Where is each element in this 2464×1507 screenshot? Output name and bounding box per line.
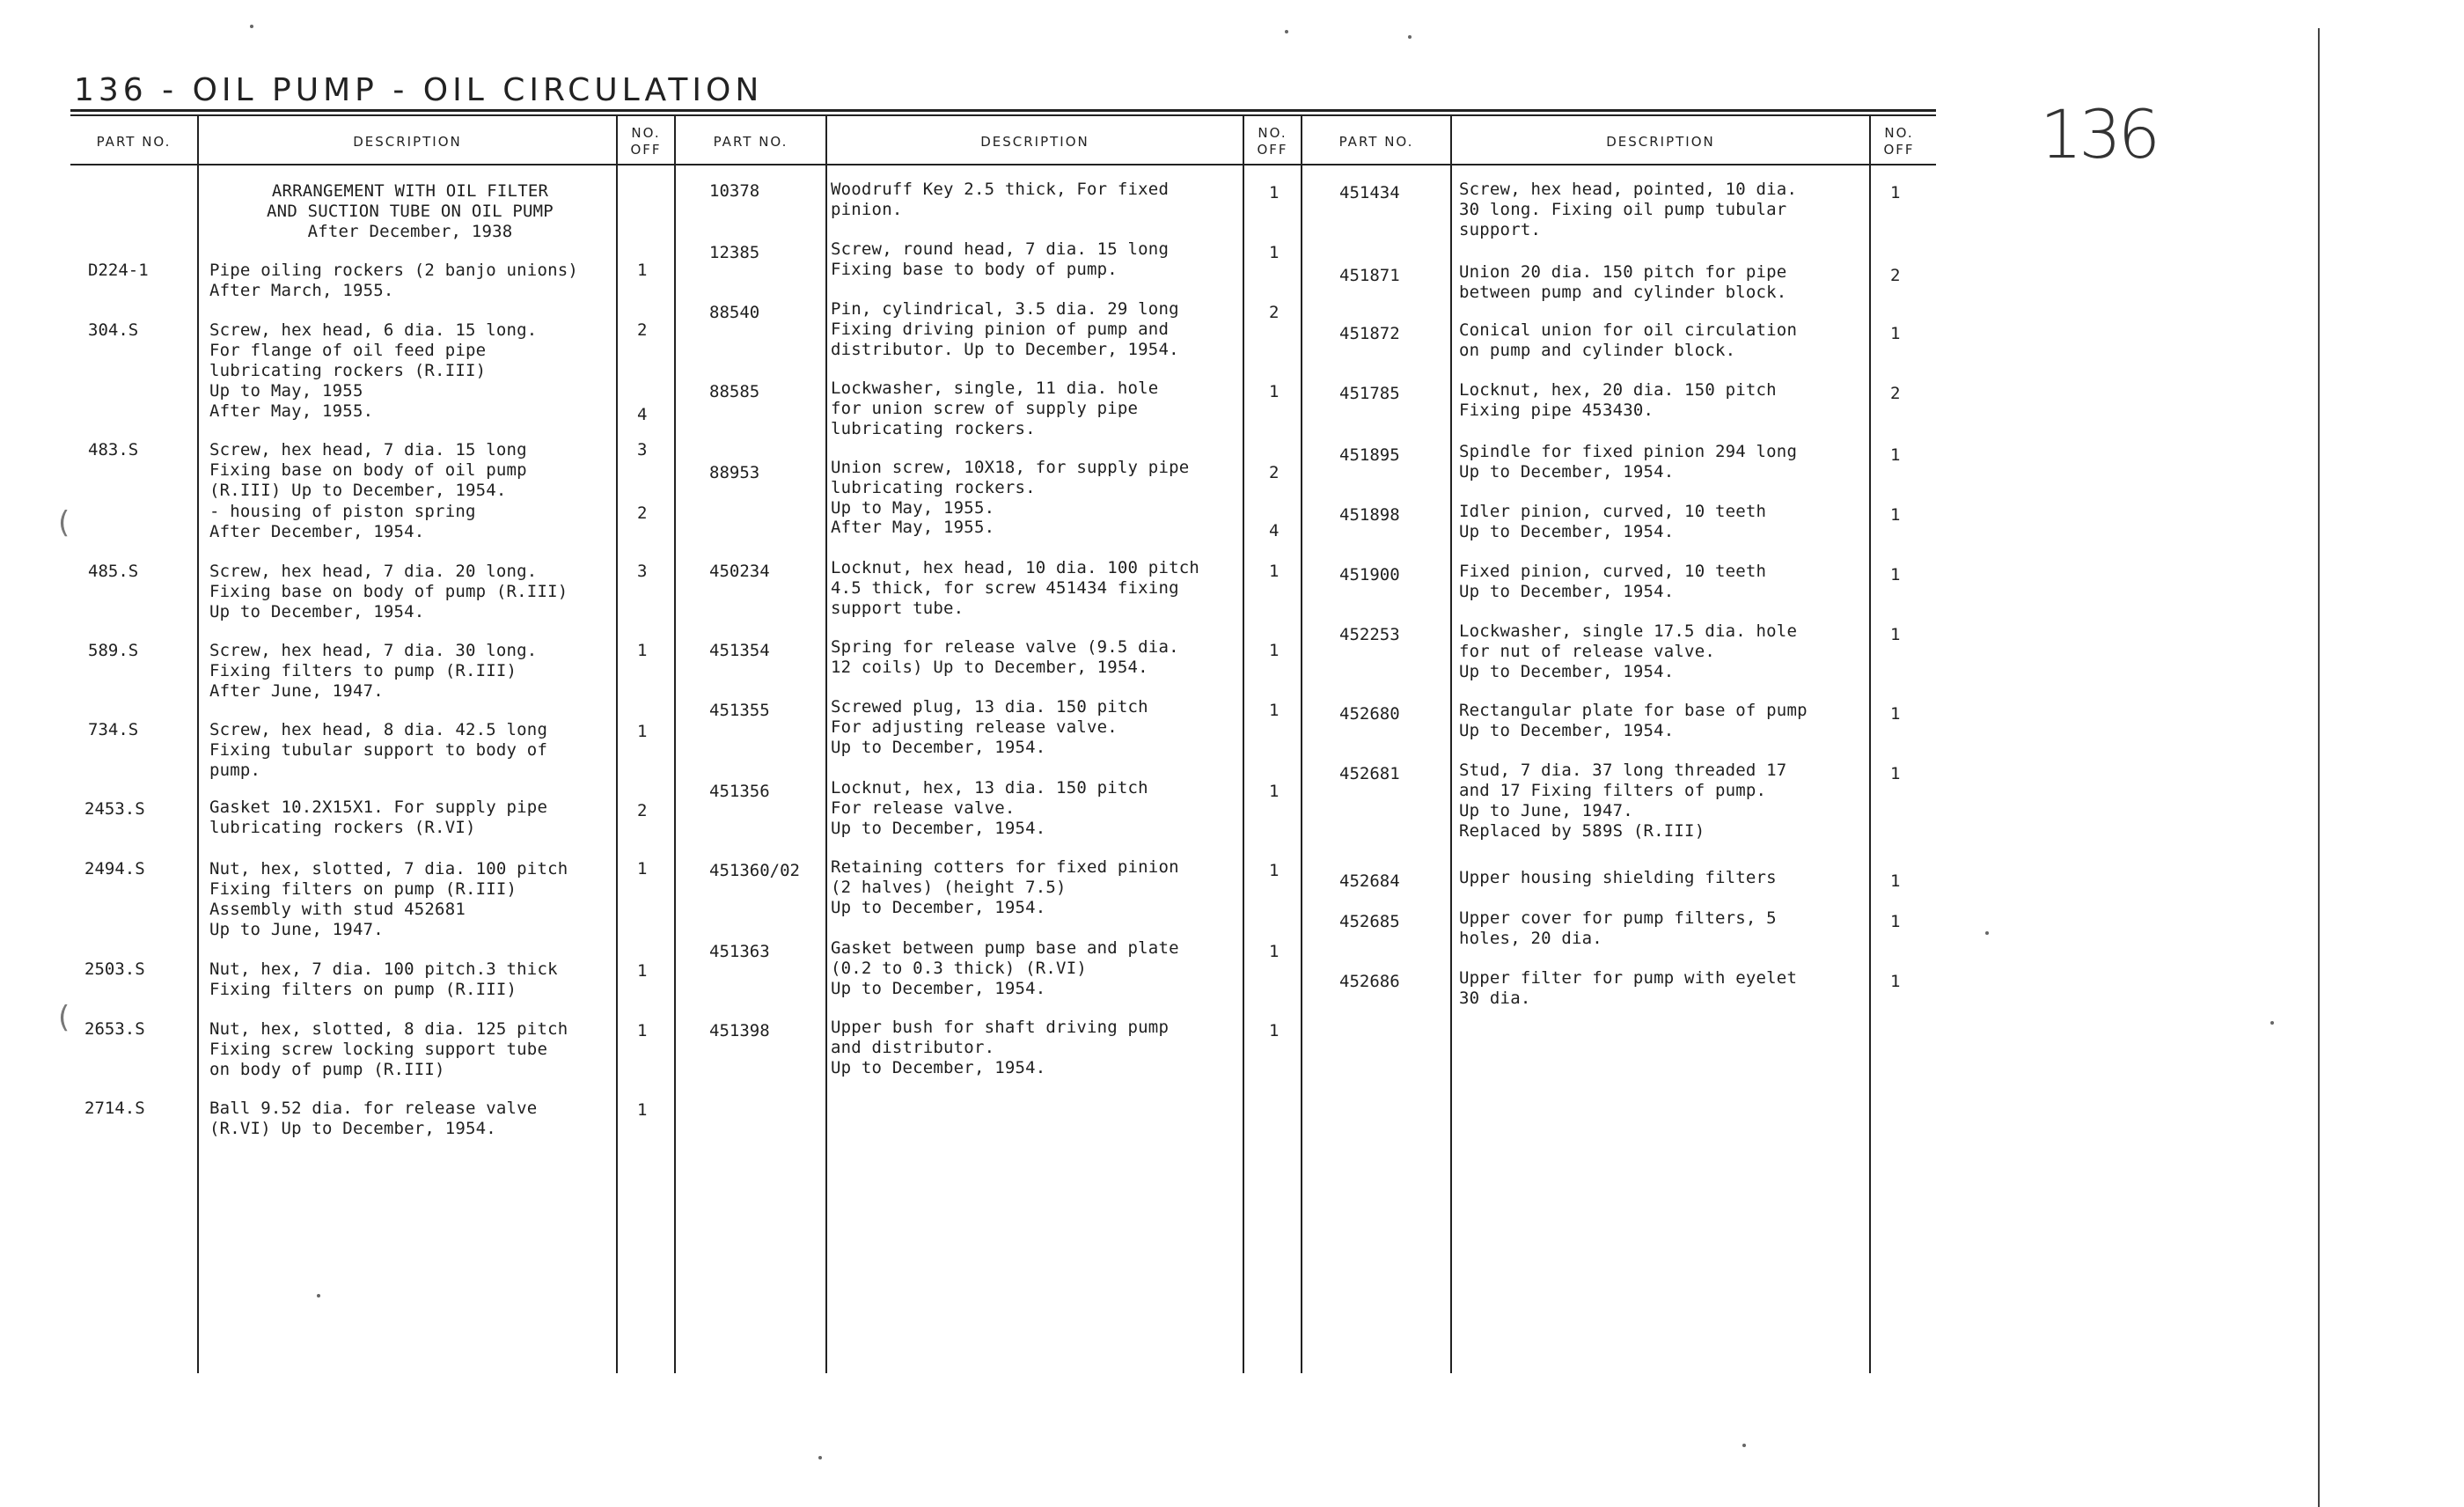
quantity: 2 xyxy=(1890,266,1901,285)
part-number: 88540 xyxy=(709,303,760,322)
part-number: 452253 xyxy=(1339,625,1400,644)
part-number: 451355 xyxy=(709,701,770,720)
part-number: 452686 xyxy=(1339,972,1400,991)
description: Locknut, hex, 13 dia. 150 pitch For release valve. Up to December, 1954. xyxy=(831,778,1148,838)
part-number: 451785 xyxy=(1339,384,1400,403)
quantity: 4 xyxy=(637,405,648,424)
description: Upper bush for shaft driving pump and distributor. Up to December, 1954. xyxy=(831,1018,1170,1077)
page-title: 136 - OIL PUMP - OIL CIRCULATION xyxy=(74,72,764,108)
description: Gasket between pump base and plate (0.2 to 0.3 thick) (R.VI) Up to December, 1954. xyxy=(831,938,1179,998)
quantity: 1 xyxy=(1890,565,1901,584)
quantity: 1 xyxy=(1890,324,1901,343)
quantity: 1 xyxy=(1269,701,1280,720)
description: Upper filter for pump with eyelet 30 dia. xyxy=(1459,968,1798,1008)
part-number: D224-1 xyxy=(88,261,149,280)
part-number: 483.S xyxy=(88,440,139,459)
quantity: 1 xyxy=(1890,505,1901,525)
header-no-off-3: NO. OFF xyxy=(1883,125,1915,158)
description: Pipe oiling rockers (2 banjo unions) After March, 1955. xyxy=(209,261,579,300)
column-divider xyxy=(616,114,618,1373)
margin-bracket-mark: ( xyxy=(58,1000,70,1035)
column-divider xyxy=(1869,114,1871,1373)
quantity: 1 xyxy=(637,961,648,981)
description: - housing of piston spring After December, 1954. xyxy=(209,502,476,541)
part-number: 2503.S xyxy=(84,959,145,979)
header-description-1: DESCRIPTION xyxy=(353,133,462,150)
description: Gasket 10.2X15X1. For supply pipe lubricating rockers (R.VI) xyxy=(209,798,548,837)
quantity: 1 xyxy=(1890,912,1901,931)
description: Conical union for oil circulation on pump and cylinder block. xyxy=(1459,320,1798,360)
description: Lockwasher, single 17.5 dia. hole for nut of release valve. Up to December, 1954. xyxy=(1459,621,1798,681)
quantity: 1 xyxy=(1890,764,1901,783)
description: Upper housing shielding filters xyxy=(1459,868,1777,887)
part-number: 451398 xyxy=(709,1021,770,1040)
part-number: 88953 xyxy=(709,463,760,482)
part-number: 452681 xyxy=(1339,764,1400,783)
quantity: 1 xyxy=(1890,972,1901,991)
description: Spring for release valve (9.5 dia. 12 coils) Up to December, 1954. xyxy=(831,637,1179,677)
description: ARRANGEMENT WITH OIL FILTER AND SUCTION TUBE ON OIL PUMP After December, 1938 xyxy=(267,181,554,241)
part-number: 452684 xyxy=(1339,871,1400,891)
part-number: 12385 xyxy=(709,243,760,262)
quantity: 1 xyxy=(1269,382,1280,401)
description: Union screw, 10X18, for supply pipe lubricating rockers. Up to May, 1955. xyxy=(831,458,1190,518)
description: Screw, hex head, 7 dia. 20 long. Fixing base on body of pump (R.III) Up to December, 1954. xyxy=(209,562,568,621)
quantity: 1 xyxy=(1269,243,1280,262)
description: Lockwasher, single, 11 dia. hole for union screw of supply pipe lubricating rockers. xyxy=(831,379,1159,438)
part-number: 451363 xyxy=(709,942,770,961)
part-number: 451872 xyxy=(1339,324,1400,343)
quantity: 1 xyxy=(1269,861,1280,880)
header-part-no-3: PART NO. xyxy=(1338,133,1414,150)
part-number: 734.S xyxy=(88,720,139,739)
quantity: 3 xyxy=(637,562,648,581)
description: Union 20 dia. 150 pitch for pipe between pump and cylinder block. xyxy=(1459,262,1787,302)
quantity: 2 xyxy=(637,320,648,340)
header-description-2: DESCRIPTION xyxy=(980,133,1089,150)
column-divider xyxy=(1450,114,1452,1373)
part-number: 450234 xyxy=(709,562,770,581)
description: Spindle for fixed pinion 294 long Up to December, 1954. xyxy=(1459,442,1798,482)
quantity: 2 xyxy=(637,801,648,820)
part-number: 589.S xyxy=(88,641,139,660)
column-divider xyxy=(1301,114,1302,1373)
description: Fixed pinion, curved, 10 teeth Up to December, 1954. xyxy=(1459,562,1767,601)
description: Idler pinion, curved, 10 teeth Up to December, 1954. xyxy=(1459,502,1767,541)
column-divider xyxy=(1243,114,1244,1373)
part-number: 485.S xyxy=(88,562,139,581)
part-number: 451354 xyxy=(709,641,770,660)
description: Screw, hex head, pointed, 10 dia. 30 long. Fixing oil pump tubular support. xyxy=(1459,180,1798,239)
description: Nut, hex, 7 dia. 100 pitch.3 thick Fixing filters on pump (R.III) xyxy=(209,959,558,999)
part-number: 451900 xyxy=(1339,565,1400,584)
quantity: 2 xyxy=(1269,303,1280,322)
quantity: 1 xyxy=(1890,625,1901,644)
header-part-no-1: PART NO. xyxy=(96,133,172,150)
part-number: 452685 xyxy=(1339,912,1400,931)
quantity: 2 xyxy=(637,504,648,523)
description: Woodruff Key 2.5 thick, For fixed pinion. xyxy=(831,180,1170,219)
column-divider xyxy=(674,114,676,1373)
description: Locknut, hex head, 10 dia. 100 pitch 4.5 thick, for screw 451434 fixing support tube. xyxy=(831,558,1200,618)
description: Rectangular plate for base of pump Up to December, 1954. xyxy=(1459,701,1808,740)
description: Screw, round head, 7 dia. 15 long Fixing base to body of pump. xyxy=(831,239,1170,279)
description: Stud, 7 dia. 37 long threaded 17 and 17 Fixing filters of pump. Up to June, 1947. Replaced by 589S (R.III) xyxy=(1459,761,1787,841)
part-number: 451356 xyxy=(709,782,770,801)
part-number: 451434 xyxy=(1339,183,1400,202)
description: Screw, hex head, 7 dia. 15 long Fixing base on body of oil pump (R.III) Up to December, 1954. xyxy=(209,440,527,500)
scan-speck xyxy=(818,1456,822,1459)
part-number: 451898 xyxy=(1339,505,1400,525)
scan-speck xyxy=(1742,1444,1746,1447)
quantity: 1 xyxy=(637,641,648,660)
page-edge-line xyxy=(2318,28,2320,1507)
description: Nut, hex, slotted, 8 dia. 125 pitch Fixing screw locking support tube on body of pump (R.III) xyxy=(209,1019,568,1079)
description: Screw, hex head, 8 dia. 42.5 long Fixing tubular support to body of pump. xyxy=(209,720,548,780)
column-divider xyxy=(825,114,827,1373)
quantity: 1 xyxy=(637,1100,648,1120)
quantity: 1 xyxy=(1890,704,1901,724)
part-number: 10378 xyxy=(709,181,760,201)
part-number: 2453.S xyxy=(84,799,145,819)
quantity: 1 xyxy=(637,722,648,741)
part-number: 452680 xyxy=(1339,704,1400,724)
part-number: 2494.S xyxy=(84,859,145,878)
description: Screwed plug, 13 dia. 150 pitch For adjusting release valve. Up to December, 1954. xyxy=(831,697,1148,757)
quantity: 1 xyxy=(637,859,648,878)
margin-bracket-mark: ( xyxy=(58,505,70,540)
quantity: 1 xyxy=(1269,641,1280,660)
quantity: 1 xyxy=(1269,942,1280,961)
scan-speck xyxy=(1285,30,1288,33)
scan-speck xyxy=(2270,1021,2274,1025)
header-no-off-1: NO. OFF xyxy=(630,125,662,158)
scan-speck xyxy=(1985,931,1989,935)
quantity: 2 xyxy=(1890,384,1901,403)
handwritten-page-number: 136 xyxy=(2040,95,2158,173)
quantity: 1 xyxy=(1269,562,1280,581)
header-part-no-2: PART NO. xyxy=(713,133,788,150)
part-number: 451871 xyxy=(1339,266,1400,285)
quantity: 1 xyxy=(1890,183,1901,202)
description: Locknut, hex, 20 dia. 150 pitch Fixing pipe 453430. xyxy=(1459,380,1777,420)
description: After May, 1955. xyxy=(831,518,995,537)
column-divider xyxy=(197,114,199,1373)
description: Screw, hex head, 6 dia. 15 long. For flange of oil feed pipe lubricating rockers (R.III) Up to May, 1955 xyxy=(209,320,538,401)
quantity: 1 xyxy=(1890,871,1901,891)
quantity: 1 xyxy=(1890,445,1901,465)
description: Upper cover for pump filters, 5 holes, 20 dia. xyxy=(1459,908,1777,948)
quantity: 4 xyxy=(1269,521,1280,540)
part-number: 2653.S xyxy=(84,1019,145,1039)
scan-speck xyxy=(317,1294,320,1297)
quantity: 3 xyxy=(637,440,648,459)
header-description-3: DESCRIPTION xyxy=(1606,133,1715,150)
header-no-off-2: NO. OFF xyxy=(1257,125,1288,158)
scan-speck xyxy=(250,25,253,28)
quantity: 2 xyxy=(1269,463,1280,482)
description: Screw, hex head, 7 dia. 30 long. Fixing filters to pump (R.III) After June, 1947. xyxy=(209,641,538,701)
part-number: 304.S xyxy=(88,320,139,340)
part-number: 451360/02 xyxy=(709,861,800,880)
part-number: 451895 xyxy=(1339,445,1400,465)
part-number: 88585 xyxy=(709,382,760,401)
title-underline xyxy=(70,109,1936,112)
description: After May, 1955. xyxy=(209,401,374,421)
quantity: 1 xyxy=(1269,183,1280,202)
quantity: 1 xyxy=(1269,1021,1280,1040)
description: Ball 9.52 dia. for release valve (R.VI) Up to December, 1954. xyxy=(209,1099,538,1138)
quantity: 1 xyxy=(1269,782,1280,801)
header-rule xyxy=(70,164,1936,165)
quantity: 1 xyxy=(637,1021,648,1040)
description: Nut, hex, slotted, 7 dia. 100 pitch Fixing filters on pump (R.III) Assembly with stud 452681 Up to June, 1947. xyxy=(209,859,568,939)
quantity: 1 xyxy=(637,261,648,280)
description: Retaining cotters for fixed pinion (2 halves) (height 7.5) Up to December, 1954. xyxy=(831,857,1179,917)
scan-speck xyxy=(1408,35,1412,39)
part-number: 2714.S xyxy=(84,1099,145,1118)
description: Pin, cylindrical, 3.5 dia. 29 long Fixing driving pinion of pump and distributor. Up to December, 1954. xyxy=(831,299,1179,359)
table-top-rule xyxy=(70,114,1936,116)
